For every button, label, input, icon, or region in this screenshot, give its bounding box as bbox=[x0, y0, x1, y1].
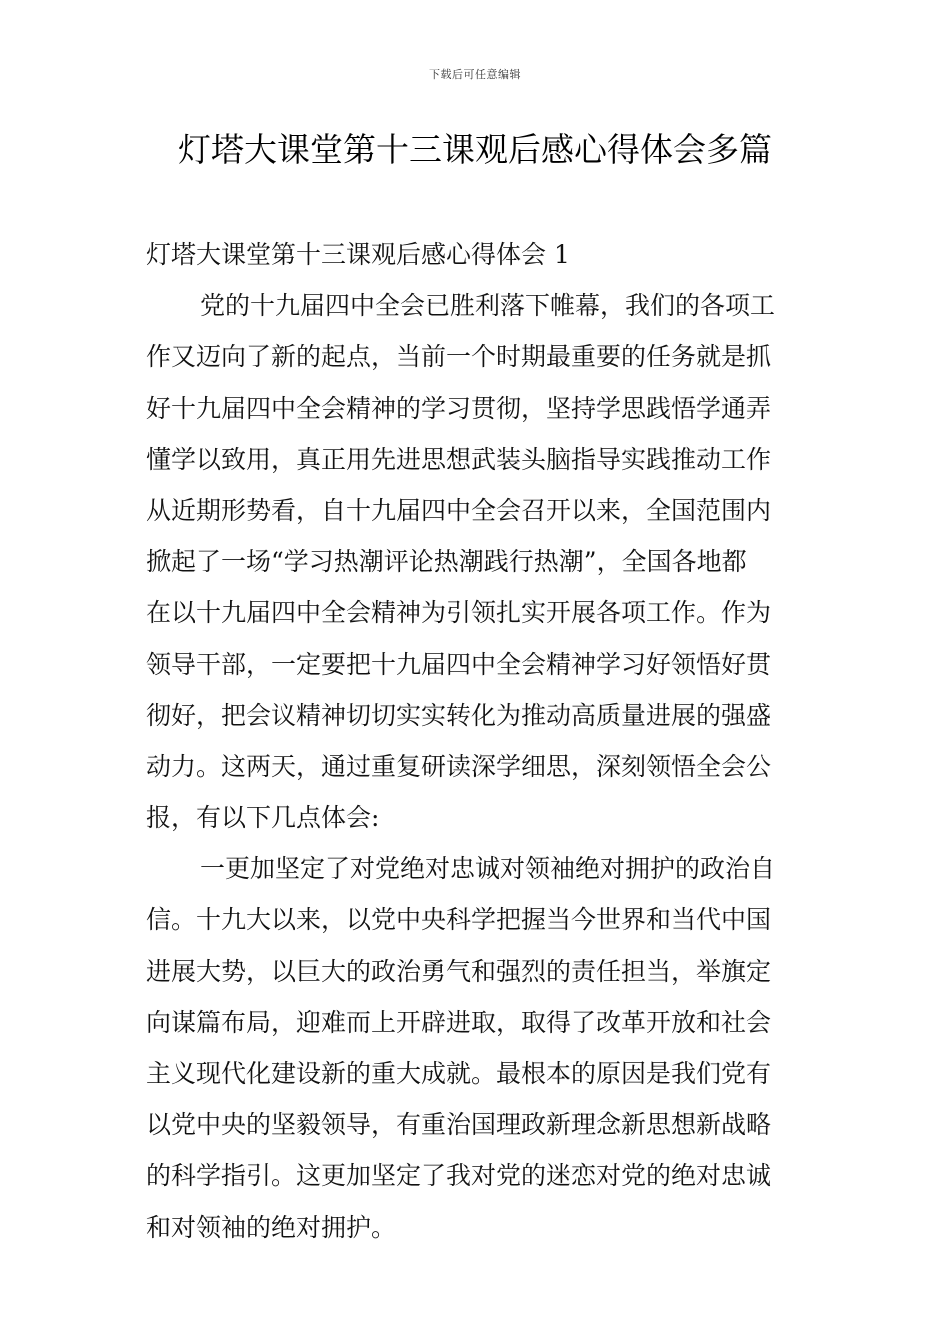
paragraph-line: 懂学以致用，真正用先进思想武装头脑指导实践推动工作 bbox=[146, 444, 772, 474]
paragraph-line: 一更加坚定了对党绝对忠诚对领袖绝对拥护的政治自 bbox=[200, 854, 776, 884]
paragraph-line: 信。十九大以来，以党中央科学把握当今世界和当代中国 bbox=[146, 905, 772, 935]
paragraph-line: 以党中央的坚毅领导，有重治国理政新理念新思想新战略 bbox=[146, 1110, 772, 1140]
paragraph-line: 作又迈向了新的起点，当前一个时期最重要的任务就是抓 bbox=[146, 342, 772, 372]
paragraph-1 bbox=[146, 280, 806, 843]
paragraph-line: 向谋篇布局，迎难而上开辟进取，取得了改革开放和社会 bbox=[146, 1007, 772, 1037]
page-header-note: 下载后可任意编辑 bbox=[429, 68, 521, 81]
paragraph-line: 报，有以下几点体会: bbox=[146, 803, 380, 833]
document-title: 灯塔大课堂第十三课观后感心得体会多篇 bbox=[178, 130, 772, 169]
paragraph-line: 掀起了一场“学习热潮评论热潮践行热潮”，全国各地都 bbox=[146, 547, 747, 577]
paragraph-line: 好十九届四中全会精神的学习贯彻，坚持学思践悟学通弄 bbox=[146, 393, 772, 423]
paragraph-line: 党的十九届四中全会已胜利落下帷幕，我们的各项工 bbox=[200, 291, 776, 321]
paragraph-line: 在以十九届四中全会精神为引领扎实开展各项工作。作为 bbox=[146, 598, 772, 628]
paragraph-line: 主义现代化建设新的重大成就。最根本的原因是我们党有 bbox=[146, 1059, 772, 1088]
paragraph-2 bbox=[146, 843, 806, 1253]
paragraph-line: 的科学指引。这更加坚定了我对党的迷恋对党的绝对忠诚 bbox=[146, 1161, 772, 1191]
paragraph-line: 进展大势，以巨大的政治勇气和强烈的责任担当，举旗定 bbox=[146, 956, 772, 986]
paragraph-line: 从近期形势看，自十九届四中全会召开以来，全国范围内 bbox=[146, 495, 772, 525]
section-heading: 灯塔大课堂第十三课观后感心得体会 1 bbox=[146, 240, 570, 269]
document-body bbox=[146, 229, 806, 1253]
paragraph-line: 动力。这两天，通过重复研读深学细思，深刻领悟全会公 bbox=[146, 751, 772, 781]
paragraph-line: 领导干部，一定要把十九届四中全会精神学习好领悟好贯 bbox=[146, 649, 772, 679]
paragraph-line: 彻好，把会议精神切切实实转化为推动高质量进展的强盛 bbox=[146, 700, 772, 730]
paragraph-line: 和对领袖的绝对拥护。 bbox=[146, 1212, 397, 1242]
